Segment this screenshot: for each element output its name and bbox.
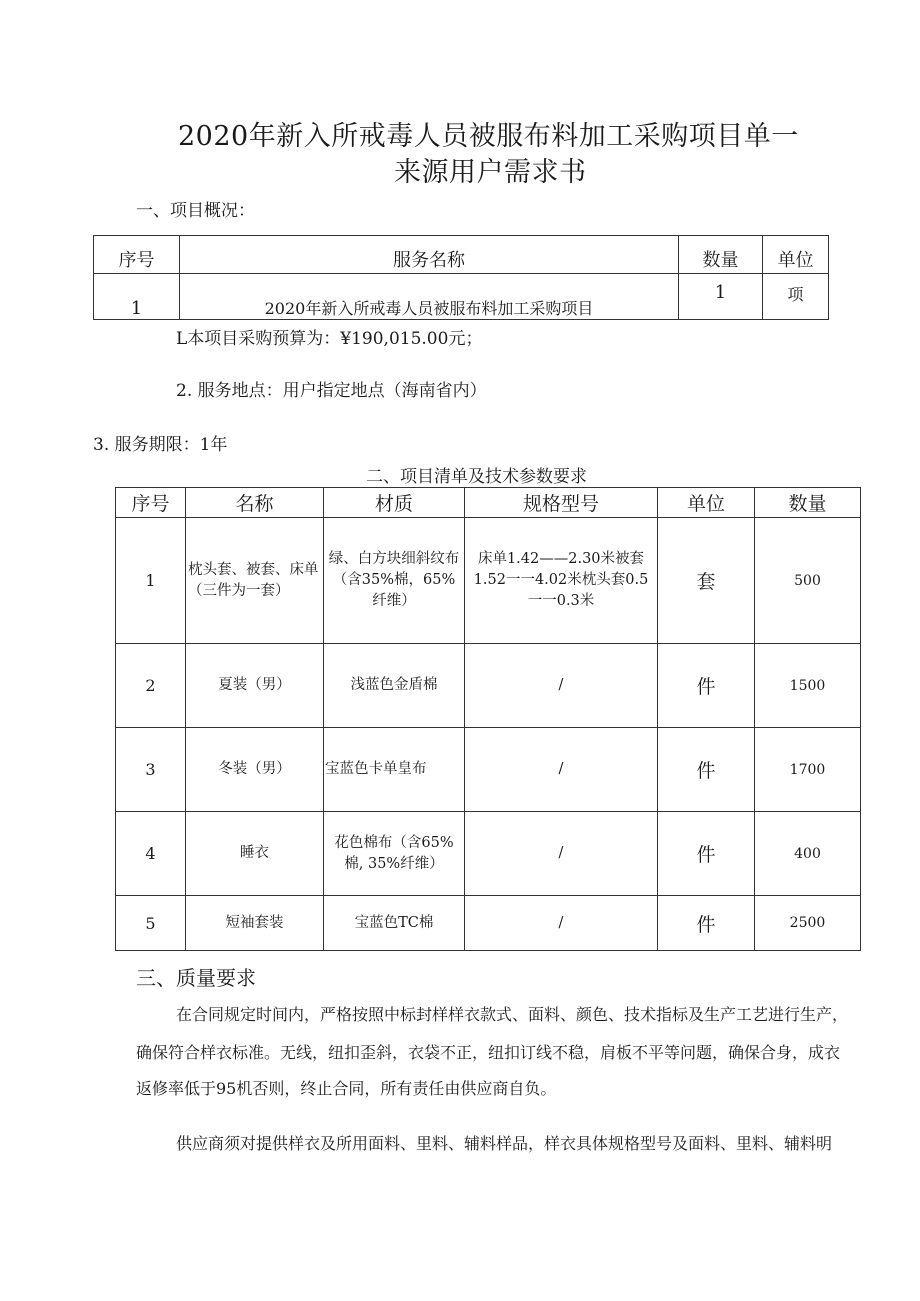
title-line-2: 来源用户需求书 — [394, 157, 587, 188]
items-table — [115, 487, 861, 951]
table-cell: 绿、白方块细斜纹布（含35%棉，65%纤维） — [324, 518, 465, 644]
header-cell: 单位 — [658, 488, 755, 518]
table-cell: 1 — [94, 274, 180, 320]
table-cell: 床单1.42——2.30米被套1.52一一4.02米枕头套0.5一一0.3米 — [465, 518, 658, 644]
table-cell: 套 — [658, 518, 755, 644]
table-cell: 件 — [658, 644, 755, 728]
table-cell: 3 — [116, 728, 186, 812]
section-2-heading: 二、项目清单及技术参数要求 — [366, 467, 587, 487]
period-line: 3. 服务期限：1年 — [93, 435, 228, 455]
table-cell: 宝蓝色TC棉 — [324, 896, 465, 951]
header-cell: 单位 — [763, 236, 829, 274]
table-cell: 4 — [116, 812, 186, 896]
header-cell: 材质 — [324, 488, 465, 518]
table-row — [116, 728, 861, 812]
title-line-1: 2020年新入所戒毒人员被服布料加工采购项目单一 — [178, 121, 799, 152]
table-row — [116, 644, 861, 728]
table-cell: 1 — [679, 274, 763, 320]
paragraph-1-line-2: 确保符合样衣标准。无线，纽扣歪斜，衣袋不正，纽扣订线不稳，肩板不平等问题，确保合身，成衣 — [136, 1043, 841, 1062]
table-cell: 项 — [763, 274, 829, 320]
table-cell: 宝蓝色卡单皇布 — [324, 728, 465, 812]
header-cell: 序号 — [116, 488, 186, 518]
table-cell: 件 — [658, 728, 755, 812]
table-row — [116, 812, 861, 896]
table-cell: 2500 — [755, 896, 861, 951]
table-cell: 1700 — [755, 728, 861, 812]
table-cell: 500 — [755, 518, 861, 644]
table-cell: 浅蓝色金盾棉 — [324, 644, 465, 728]
paragraph-2-line-1: 供应商须对提供样衣及所用面料、里料、辅料样品，样衣具体规格型号及面料、里料、辅料明 — [176, 1134, 833, 1153]
table-cell: / — [465, 644, 658, 728]
table-cell: 件 — [658, 812, 755, 896]
table-row — [116, 896, 861, 951]
section-3-heading: 三、质量要求 — [136, 966, 256, 990]
section-1-heading: 一、项目概况： — [136, 201, 255, 221]
budget-line: L本项目采购预算为：¥190,015.00元； — [176, 329, 483, 349]
location-line: 2. 服务地点：用户指定地点（海南省内） — [176, 381, 487, 401]
paragraph-1-line-3: 返修率低于95机否则，终止合同，所有责任由供应商自负。 — [136, 1079, 557, 1098]
table-cell: 1 — [116, 518, 186, 644]
table-cell: 短袖套装 — [186, 896, 324, 951]
header-cell: 规格型号 — [465, 488, 658, 518]
paragraph-1-line-1: 在合同规定时间内，严格按照中标封样样衣款式、面料、颜色、技术指标及生产工艺进行生产， — [176, 1005, 849, 1024]
header-cell: 服务名称 — [180, 236, 679, 274]
table-cell: 花色棉布（含65%棉, 35%纤维） — [324, 812, 465, 896]
overview-table — [93, 235, 829, 320]
header-cell: 数量 — [679, 236, 763, 274]
header-cell: 序号 — [94, 236, 180, 274]
table-cell: 睡衣 — [186, 812, 324, 896]
table-row — [116, 518, 861, 644]
table-cell: 枕头套、被套、床单（三件为一套） — [186, 518, 324, 644]
table-cell: / — [465, 728, 658, 812]
table-cell: 2 — [116, 644, 186, 728]
table-cell: 冬装（男） — [186, 728, 324, 812]
table-cell: / — [465, 896, 658, 951]
table-cell: 400 — [755, 812, 861, 896]
header-cell: 名称 — [186, 488, 324, 518]
table-cell: 2020年新入所戒毒人员被服布料加工采购项目 — [180, 274, 679, 320]
table-cell: 件 — [658, 896, 755, 951]
table-cell: 夏装（男） — [186, 644, 324, 728]
table-cell: 1500 — [755, 644, 861, 728]
header-cell: 数量 — [755, 488, 861, 518]
table-cell: / — [465, 812, 658, 896]
table-cell: 5 — [116, 896, 186, 951]
